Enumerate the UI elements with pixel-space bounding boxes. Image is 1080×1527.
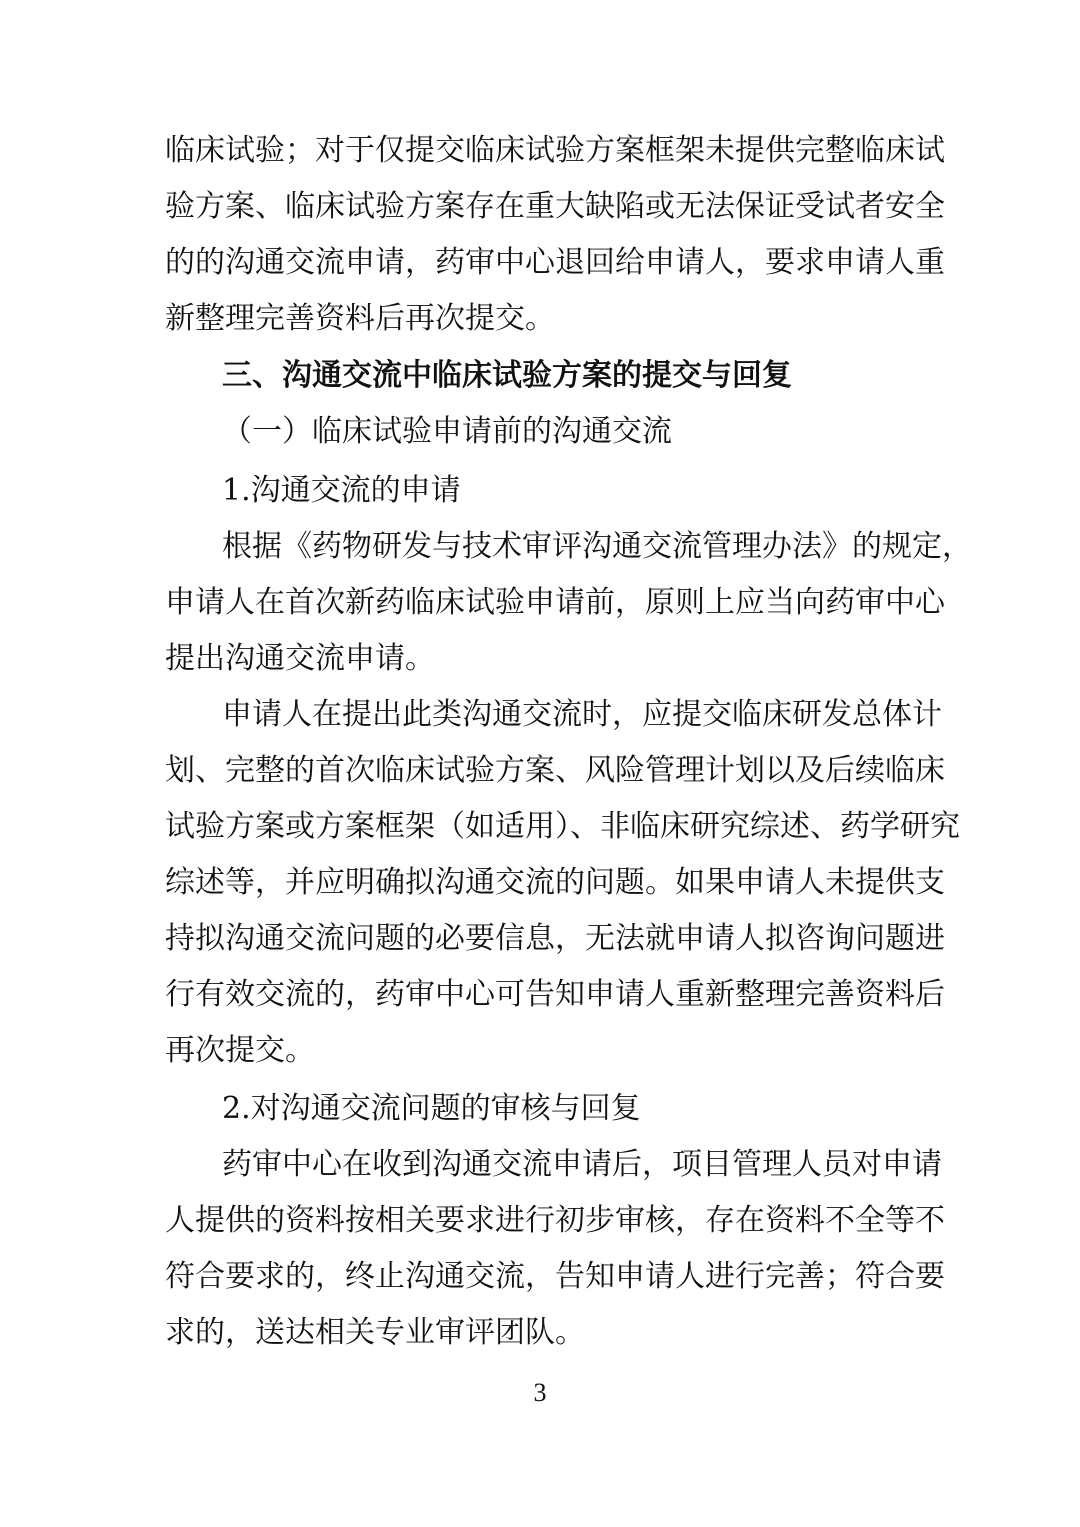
paragraph-line: 试验方案或方案框架（如适用）、非临床研究综述、药学研究 xyxy=(165,809,960,844)
paragraph-line: 新整理完善资料后再次提交。 xyxy=(165,301,555,336)
paragraph-line: 再次提交。 xyxy=(165,1033,315,1068)
paragraph-line: 人提供的资料按相关要求进行初步审核，存在资料不全等不 xyxy=(165,1203,945,1238)
paragraph-line: 药审中心在收到沟通交流申请后，项目管理人员对申请 xyxy=(222,1147,942,1182)
paragraph-line: 符合要求的，终止沟通交流，告知申请人进行完善；符合要 xyxy=(165,1259,945,1294)
paragraph-line: 的的沟通交流申请，药审中心退回给申请人，要求申请人重 xyxy=(165,245,945,280)
paragraph-line: 申请人在首次新药临床试验申请前，原则上应当向药审中心 xyxy=(165,585,945,620)
page-number: 3 xyxy=(533,1378,547,1407)
subsection-heading: （一）临床试验申请前的沟通交流 xyxy=(222,414,672,449)
paragraph-line: 综述等，并应明确拟沟通交流的问题。如果申请人未提供支 xyxy=(165,865,945,900)
paragraph-line: 持拟沟通交流问题的必要信息，无法就申请人拟咨询问题进 xyxy=(165,921,945,956)
item-heading: 1.沟通交流的申请 xyxy=(222,473,461,508)
item-heading: 2.对沟通交流问题的审核与回复 xyxy=(222,1091,641,1126)
paragraph-line: 申请人在提出此类沟通交流时，应提交临床研发总体计 xyxy=(222,697,942,732)
paragraph-line: 求的，送达相关专业审评团队。 xyxy=(165,1315,585,1350)
paragraph-line: 根据《药物研发与技术审评沟通交流管理办法》的规定， xyxy=(222,529,972,564)
paragraph-line: 验方案、临床试验方案存在重大缺陷或无法保证受试者安全 xyxy=(165,189,945,224)
paragraph-line: 划、完整的首次临床试验方案、风险管理计划以及后续临床 xyxy=(165,753,945,788)
section-heading: 三、沟通交流中临床试验方案的提交与回复 xyxy=(222,358,792,393)
paragraph-line: 临床试验；对于仅提交临床试验方案框架未提供完整临床试 xyxy=(165,133,945,168)
paragraph-line: 提出沟通交流申请。 xyxy=(165,641,435,676)
paragraph-line: 行有效交流的，药审中心可告知申请人重新整理完善资料后 xyxy=(165,977,945,1012)
